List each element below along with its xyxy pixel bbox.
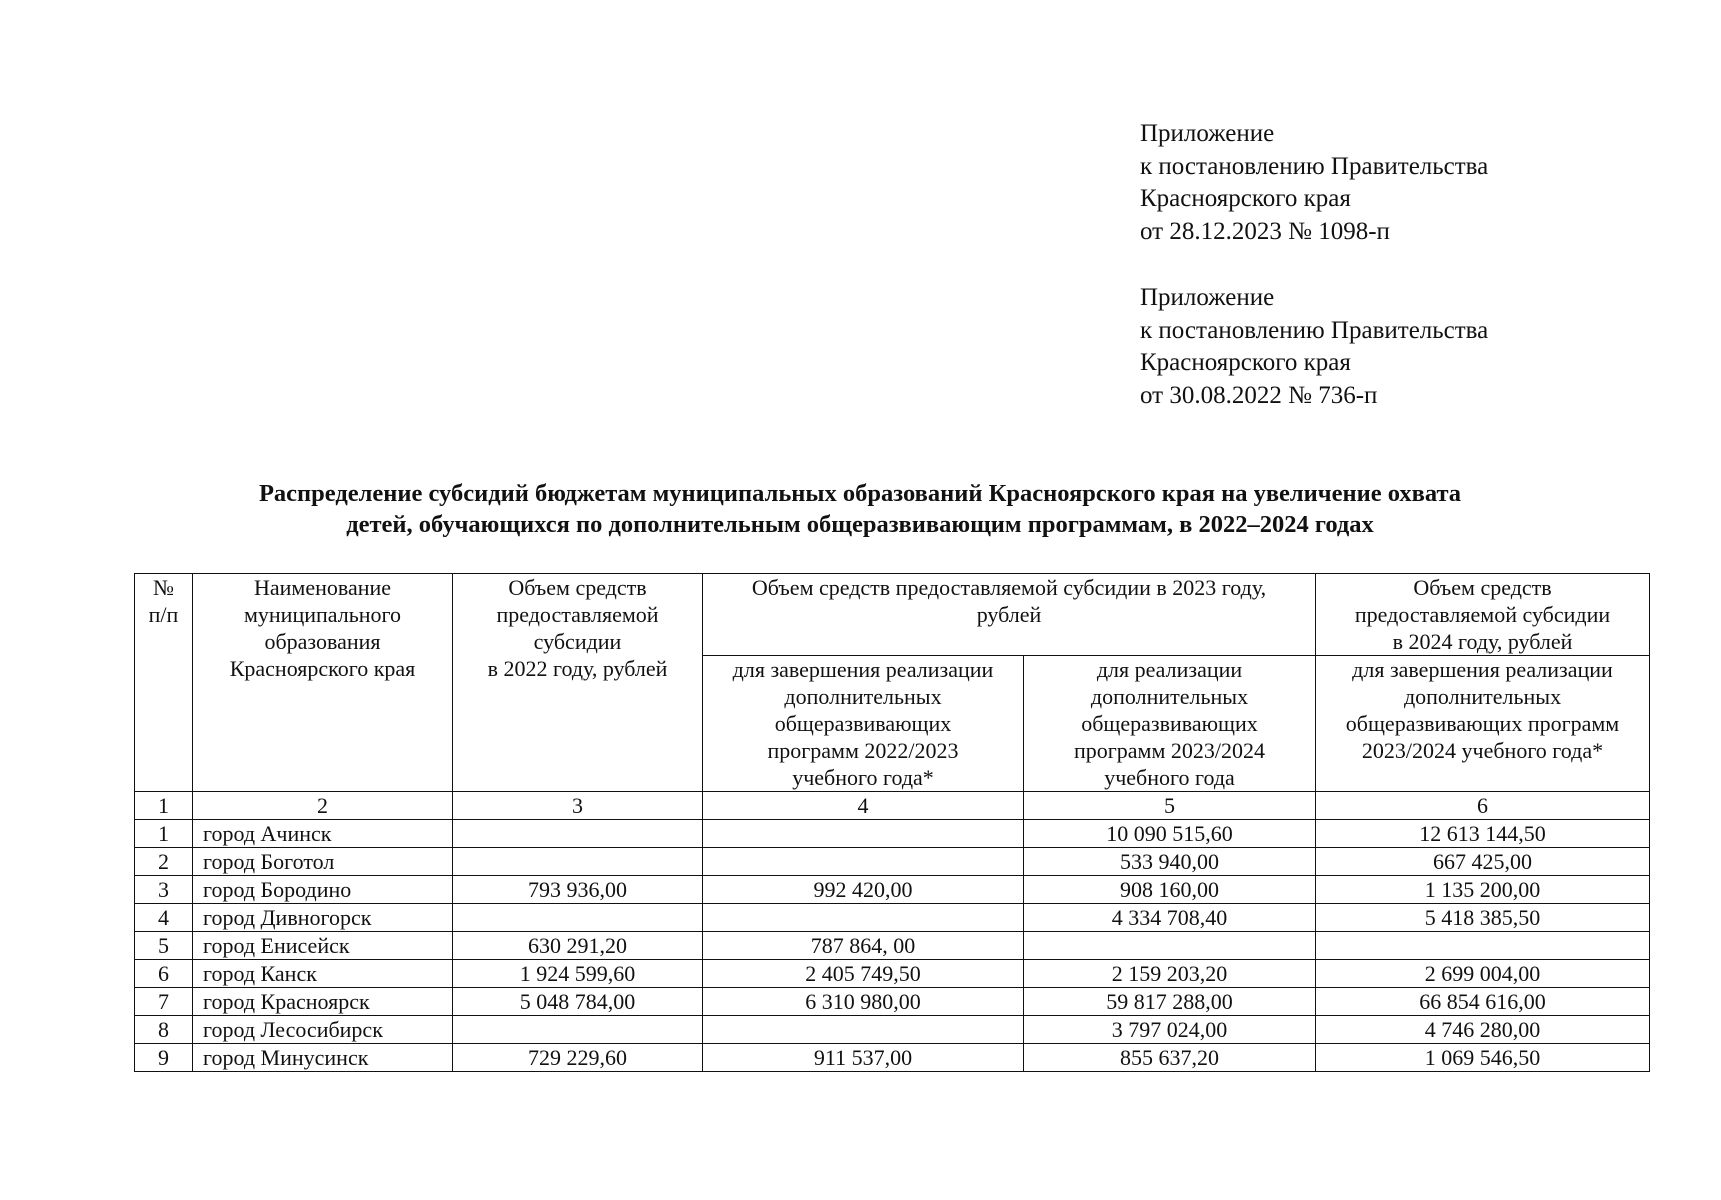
value-2023-completion xyxy=(703,848,1024,876)
value-2023-completion: 6 310 980,00 xyxy=(703,988,1024,1016)
header-cell-2023-implementation: для реализации дополнительных общеразвивающих программ 2023/2024 учебного года xyxy=(1024,656,1316,792)
column-number: 4 xyxy=(703,792,1024,820)
municipality-name: город Боготол xyxy=(193,848,453,876)
header-cell-2023-completion: для завершения реализации дополнительных общеразвивающих программ 2022/2023 учебного года* xyxy=(703,656,1024,792)
value-2024: 5 418 385,50 xyxy=(1316,904,1650,932)
table-row xyxy=(135,1016,1650,1044)
header-cell-2022: Объем средств предоставляемой субсидии в 2022 году, рублей xyxy=(453,574,703,792)
header-cell-2023-group: Объем средств предоставляемой субсидии в 2023 году, рублей xyxy=(703,574,1316,656)
header-cell-municipality: Наименование муниципального образования Красноярского края xyxy=(193,574,453,792)
document-title xyxy=(130,478,1590,540)
municipality-name: город Бородино xyxy=(193,876,453,904)
subsidy-distribution-table xyxy=(134,573,1650,1072)
row-number: 8 xyxy=(135,1016,193,1044)
municipality-name: город Енисейск xyxy=(193,932,453,960)
value-2024: 1 135 200,00 xyxy=(1316,876,1650,904)
column-number: 5 xyxy=(1024,792,1316,820)
header-cell-number: № п/п xyxy=(135,574,193,792)
row-number: 9 xyxy=(135,1044,193,1072)
value-2022 xyxy=(453,1016,703,1044)
row-number: 4 xyxy=(135,904,193,932)
value-2024: 4 746 280,00 xyxy=(1316,1016,1650,1044)
table-row xyxy=(135,848,1650,876)
table-row xyxy=(135,904,1650,932)
column-number: 6 xyxy=(1316,792,1650,820)
appendix-line: к постановлению Правительства xyxy=(1140,316,1489,344)
value-2023-implementation: 4 334 708,40 xyxy=(1024,904,1316,932)
value-2022 xyxy=(453,820,703,848)
column-number-row xyxy=(135,792,1650,820)
appendix-line: Приложение xyxy=(1140,284,1275,311)
value-2024: 66 854 616,00 xyxy=(1316,988,1650,1016)
row-number: 7 xyxy=(135,988,193,1016)
municipality-name: город Канск xyxy=(193,960,453,988)
table-row xyxy=(135,988,1650,1016)
value-2024: 12 613 144,50 xyxy=(1316,820,1650,848)
table-row xyxy=(135,820,1650,848)
appendix-line: Приложение xyxy=(1140,120,1275,147)
value-2023-completion: 911 537,00 xyxy=(703,1044,1024,1072)
row-number: 1 xyxy=(135,820,193,848)
municipality-name: город Минусинск xyxy=(193,1044,453,1072)
appendix-line: к постановлению Правительства xyxy=(1140,152,1489,180)
value-2024: 2 699 004,00 xyxy=(1316,960,1650,988)
value-2022: 5 048 784,00 xyxy=(453,988,703,1016)
row-number: 2 xyxy=(135,848,193,876)
value-2023-completion xyxy=(703,904,1024,932)
header-row-top xyxy=(135,574,1650,656)
value-2024: 667 425,00 xyxy=(1316,848,1650,876)
value-2024 xyxy=(1316,932,1650,960)
table-row xyxy=(135,960,1650,988)
value-2022: 729 229,60 xyxy=(453,1044,703,1072)
value-2023-implementation: 855 637,20 xyxy=(1024,1044,1316,1072)
value-2023-implementation: 533 940,00 xyxy=(1024,848,1316,876)
appendix-date-number: от 28.12.2023 № 1098-п xyxy=(1140,217,1390,245)
appendix-header-current xyxy=(1140,118,1488,248)
column-number: 3 xyxy=(453,792,703,820)
value-2023-implementation: 59 817 288,00 xyxy=(1024,988,1316,1016)
header-cell-2024-group: Объем средств предоставляемой субсидии в 2024 году, рублей xyxy=(1316,574,1650,656)
value-2023-completion: 787 864, 00 xyxy=(703,932,1024,960)
column-number: 2 xyxy=(193,792,453,820)
value-2022: 630 291,20 xyxy=(453,932,703,960)
value-2023-implementation: 2 159 203,20 xyxy=(1024,960,1316,988)
value-2023-completion xyxy=(703,820,1024,848)
value-2022: 1 924 599,60 xyxy=(453,960,703,988)
municipality-name: город Ачинск xyxy=(193,820,453,848)
appendix-line: Красноярского края xyxy=(1140,349,1351,376)
table-row xyxy=(135,1044,1650,1072)
value-2022: 793 936,00 xyxy=(453,876,703,904)
municipality-name: город Лесосибирск xyxy=(193,1016,453,1044)
title-line: детей, обучающихся по дополнительным общеразвивающим программам, в 2022–2024 годах xyxy=(346,511,1374,538)
row-number: 3 xyxy=(135,876,193,904)
municipality-name: город Красноярск xyxy=(193,988,453,1016)
appendix-header-original xyxy=(1140,282,1488,412)
value-2023-completion xyxy=(703,1016,1024,1044)
title-line: Распределение субсидий бюджетам муниципальных образований Красноярского края на увеличение охвата xyxy=(258,480,1462,507)
value-2023-completion: 2 405 749,50 xyxy=(703,960,1024,988)
value-2023-implementation: 10 090 515,60 xyxy=(1024,820,1316,848)
value-2022 xyxy=(453,904,703,932)
column-number: 1 xyxy=(135,792,193,820)
table-row xyxy=(135,932,1650,960)
municipality-name: город Дивногорск xyxy=(193,904,453,932)
value-2023-implementation: 908 160,00 xyxy=(1024,876,1316,904)
row-number: 6 xyxy=(135,960,193,988)
value-2022 xyxy=(453,848,703,876)
value-2023-implementation xyxy=(1024,932,1316,960)
appendix-date-number: от 30.08.2022 № 736-п xyxy=(1140,381,1378,409)
header-cell-2024-completion: для завершения реализации дополнительных общеразвивающих программ 2023/2024 учебного года* xyxy=(1316,656,1650,792)
value-2023-implementation: 3 797 024,00 xyxy=(1024,1016,1316,1044)
appendix-line: Красноярского края xyxy=(1140,185,1351,212)
table-row xyxy=(135,876,1650,904)
value-2023-completion: 992 420,00 xyxy=(703,876,1024,904)
row-number: 5 xyxy=(135,932,193,960)
value-2024: 1 069 546,50 xyxy=(1316,1044,1650,1072)
